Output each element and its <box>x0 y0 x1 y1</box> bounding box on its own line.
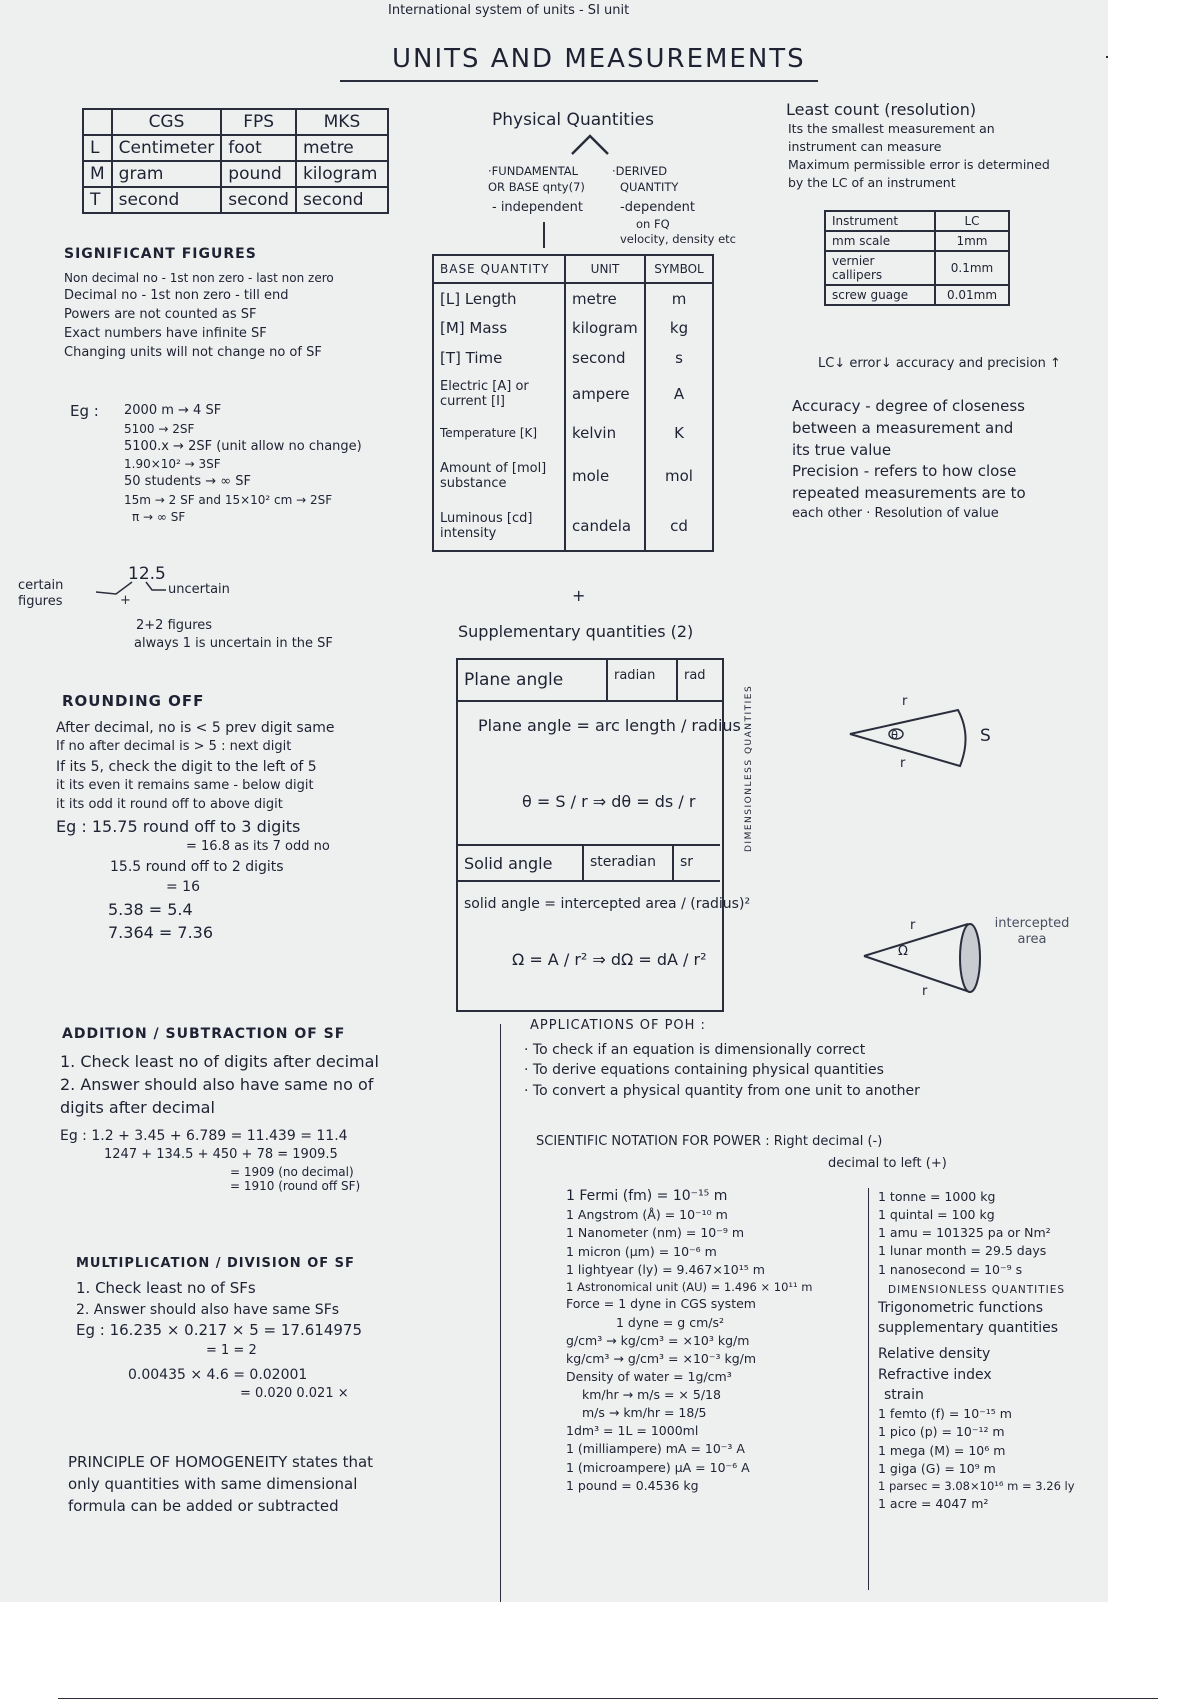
sector-radius-label-2: r <box>900 756 906 771</box>
least-count-title: Least count (resolution) <box>786 100 977 119</box>
sig-figs-rules: Non decimal no - 1st non zero - last non zero Decimal no - 1st non zero - till end Powers are not counted as SF Exact numbers have infinite SF Changing units will not change no of SF <box>64 271 334 360</box>
solid-angle-omega: Ω = A / r² ⇒ dΩ = dA / r² <box>512 950 707 969</box>
edge-mark <box>1106 56 1108 58</box>
table-row: T second second second <box>83 187 388 213</box>
table-row: [M] Mass kilogram kg <box>433 313 713 343</box>
fundamental-label-2: OR BASE qnty(7) <box>488 180 585 194</box>
sig-figs-title: SIGNIFICANT FIGURES <box>64 246 257 262</box>
derived-label-2: QUANTITY <box>620 180 679 194</box>
plane-angle-formula: Plane angle = arc length / radius <box>478 716 741 735</box>
conversions-divider <box>868 1188 869 1590</box>
table-row: M gram pound kilogram <box>83 161 388 187</box>
sector-arc-label: S <box>980 726 991 746</box>
dependent-label-2: on FQ <box>636 217 670 231</box>
page-title: UNITS AND MEASUREMENTS <box>392 44 806 74</box>
least-count-table <box>824 210 1010 306</box>
plane-angle-theta: θ = S / r ⇒ dθ = ds / r <box>522 792 696 811</box>
table-row: CGS FPS MKS <box>83 109 388 135</box>
table-row: Electric [A] or current [I] ampere A <box>433 373 713 415</box>
certain-figures-label: certain figures <box>18 578 64 609</box>
accuracy-precision-notes: Accuracy - degree of closeness between a measurement and its true value Precision - refers to how close repeated measurements are to each other · Resolution of value <box>792 397 1026 521</box>
addition-rules: 1. Check least no of digits after decimal 2. Answer should also have same no of digits after decimal Eg : 1.2 + 3.45 + 6.789 = 11.439 = 11.4 1247 + 134.5 + 450 + 78 = 1909.5 = 1909 (no decimal) = 1910 (round off SF) <box>60 1052 379 1194</box>
sector-diagram <box>846 692 976 772</box>
table-row: vernier callipers 0.1mm <box>825 251 1009 285</box>
plus-sign: + <box>572 586 586 605</box>
bottom-rule <box>58 1698 1158 1699</box>
conversions-right: 1 tonne = 1000 kg 1 quintal = 100 kg 1 amu = 101325 pa or Nm² 1 lunar month = 29.5 days 1 nanosecond = 10⁻⁹ s DIMENSIONLESS QUANTITIES Trigonometric functions supplementary quantities Relative density Refractive index strain 1 femto (f) = 10⁻¹⁵ m 1 pico (p) = 10⁻¹² m 1 mega (M) = 10⁶ m 1 giga (G) = 10⁹ m 1 parsec = 3.08×10¹⁶ m = 3.26 ly 1 acre = 4047 m² <box>878 1189 1075 1511</box>
conversions-left: 1 Fermi (fm) = 10⁻¹⁵ m 1 Angstrom (Å) = 10⁻¹⁰ m 1 Nanometer (nm) = 10⁻⁹ m 1 micron (μm) = 10⁻⁶ m 1 lightyear (ly) = 9.467×10¹⁵ m 1 Astronomical unit (AU) = 1.496 × 10¹¹ m Force = 1 dyne in CGS system 1 dyne = g cm/s² g/cm³ → kg/cm³ = ×10³ kg/m kg/cm³ → g/cm³ = ×10⁻³ kg/m Density of water = 1g/cm³ km/hr → m/s = × 5/18 m/s → km/hr = 18/5 1dm³ = 1L = 1000ml 1 (milliampere) mA = 10⁻³ A 1 (microampere) μA = 10⁻⁶ A 1 pound = 0.4536 kg <box>566 1188 813 1493</box>
base-quantity-table <box>432 254 714 552</box>
addition-title: ADDITION / SUBTRACTION OF SF <box>62 1026 346 1042</box>
table-row: [L] Length metre m <box>433 283 713 313</box>
column-divider <box>500 1024 501 1602</box>
table-row: mm scale 1mm <box>825 231 1009 251</box>
table-row: Luminous [cd] intensity candela cd <box>433 501 713 551</box>
table-row: L Centimeter foot metre <box>83 135 388 161</box>
sci-notation-title-2: decimal to left (+) <box>828 1156 947 1171</box>
plane-angle-row: Plane angle radian rad <box>458 660 722 702</box>
applications-list: · To check if an equation is dimensionally correct · To derive equations containing physical quantities · To convert a physical quantity from one unit to another <box>524 1042 920 1099</box>
homogeneity-principle: PRINCIPLE OF HOMOGENEITY states that only quantities with same dimensional formula can be added or subtracted <box>68 1453 374 1515</box>
sig-figs-note-2: always 1 is uncertain in the SF <box>134 636 333 651</box>
sector-theta-label: θ <box>891 728 899 742</box>
table-row: BASE QUANTITY UNIT SYMBOL <box>433 255 713 283</box>
derived-label: ·DERIVED <box>612 164 668 178</box>
sci-notation-title: SCIENTIFIC NOTATION FOR POWER : Right decimal (-) <box>536 1134 883 1149</box>
dimensionless-side-label: DIMENSIONLESS QUANTITIES <box>744 684 754 852</box>
table-row: Temperature [K] kelvin K <box>433 415 713 451</box>
derived-examples: velocity, density etc <box>620 232 736 246</box>
solid-angle-row: Solid angle steradian sr <box>456 844 720 882</box>
cone-omega-label: Ω <box>898 944 908 959</box>
least-count-notes: Its the smallest measurement an instrument can measure Maximum permissible error is determined by the LC of an instrument <box>788 121 1050 191</box>
independent-label: - independent <box>492 200 583 215</box>
table-row: screw guage 0.01mm <box>825 285 1009 305</box>
certain-uncertain-arrows-icon <box>86 578 170 606</box>
connector-line <box>543 222 545 248</box>
page-bottom-margin <box>0 1602 1200 1700</box>
svg-text:+: + <box>120 593 131 606</box>
title-underline <box>340 80 818 82</box>
physical-quantities-title: Physical Quantities <box>492 110 654 130</box>
rounding-rules: After decimal, no is < 5 prev digit same If no after decimal is > 5 : next digit If its 5, check the digit to the left of 5 it its even it remains same - below digit it its odd it round off to above digit Eg : 15.75 round off to 3 digits = 16.8 as its 7 odd no 15.5 round off to 2 digits = 16 5.38 = 5.4 7.364 = 7.36 <box>56 720 335 942</box>
rounding-title: ROUNDING OFF <box>62 692 205 710</box>
multiplication-title: MULTIPLICATION / DIVISION OF SF <box>76 1256 355 1271</box>
uncertain-label: uncertain <box>168 582 230 597</box>
supplementary-title: Supplementary quantities (2) <box>458 622 694 641</box>
table-row: [T] Time second s <box>433 343 713 373</box>
sig-figs-eg-label: Eg : <box>70 402 99 420</box>
sig-figs-examples: 2000 m → 4 SF 5100 → 2SF 5100.x → 2SF (unit allow no change) 1.90×10² → 3SF 50 students → ∞ SF 15m → 2 SF and 15×10² cm → 2SF π → ∞ SF <box>124 403 362 524</box>
top-note: International system of units - SI unit <box>388 3 630 18</box>
multiplication-rules: 1. Check least no of SFs 2. Answer should also have same SFs Eg : 16.235 × 0.217 × 5 = 17.614975 = 1 = 2 0.00435 × 4.6 = 0.02001 = 0.020 0.021 × <box>76 1279 362 1401</box>
sig-figs-note-1: 2+2 figures <box>136 618 213 633</box>
cone-radius-label-2: r <box>922 984 928 999</box>
table-row: Amount of [mol] substance mole mol <box>433 451 713 501</box>
sector-radius-label: r <box>902 694 908 709</box>
table-row: Instrument LC <box>825 211 1009 231</box>
applications-title: APPLICATIONS OF POH : <box>530 1018 706 1033</box>
cone-area-label: intercepted area <box>994 916 1070 947</box>
branch-icon <box>568 132 612 158</box>
sig-figs-number: 12.5 <box>128 564 166 584</box>
fundamental-label: ·FUNDAMENTAL <box>488 164 579 178</box>
dependent-label: -dependent <box>620 200 696 215</box>
lc-relation: LC↓ error↓ accuracy and precision ↑ <box>818 356 1061 371</box>
solid-angle-formula: solid angle = intercepted area / (radius)² <box>464 896 751 912</box>
cone-radius-label: r <box>910 918 916 933</box>
unit-systems-table <box>82 108 389 214</box>
